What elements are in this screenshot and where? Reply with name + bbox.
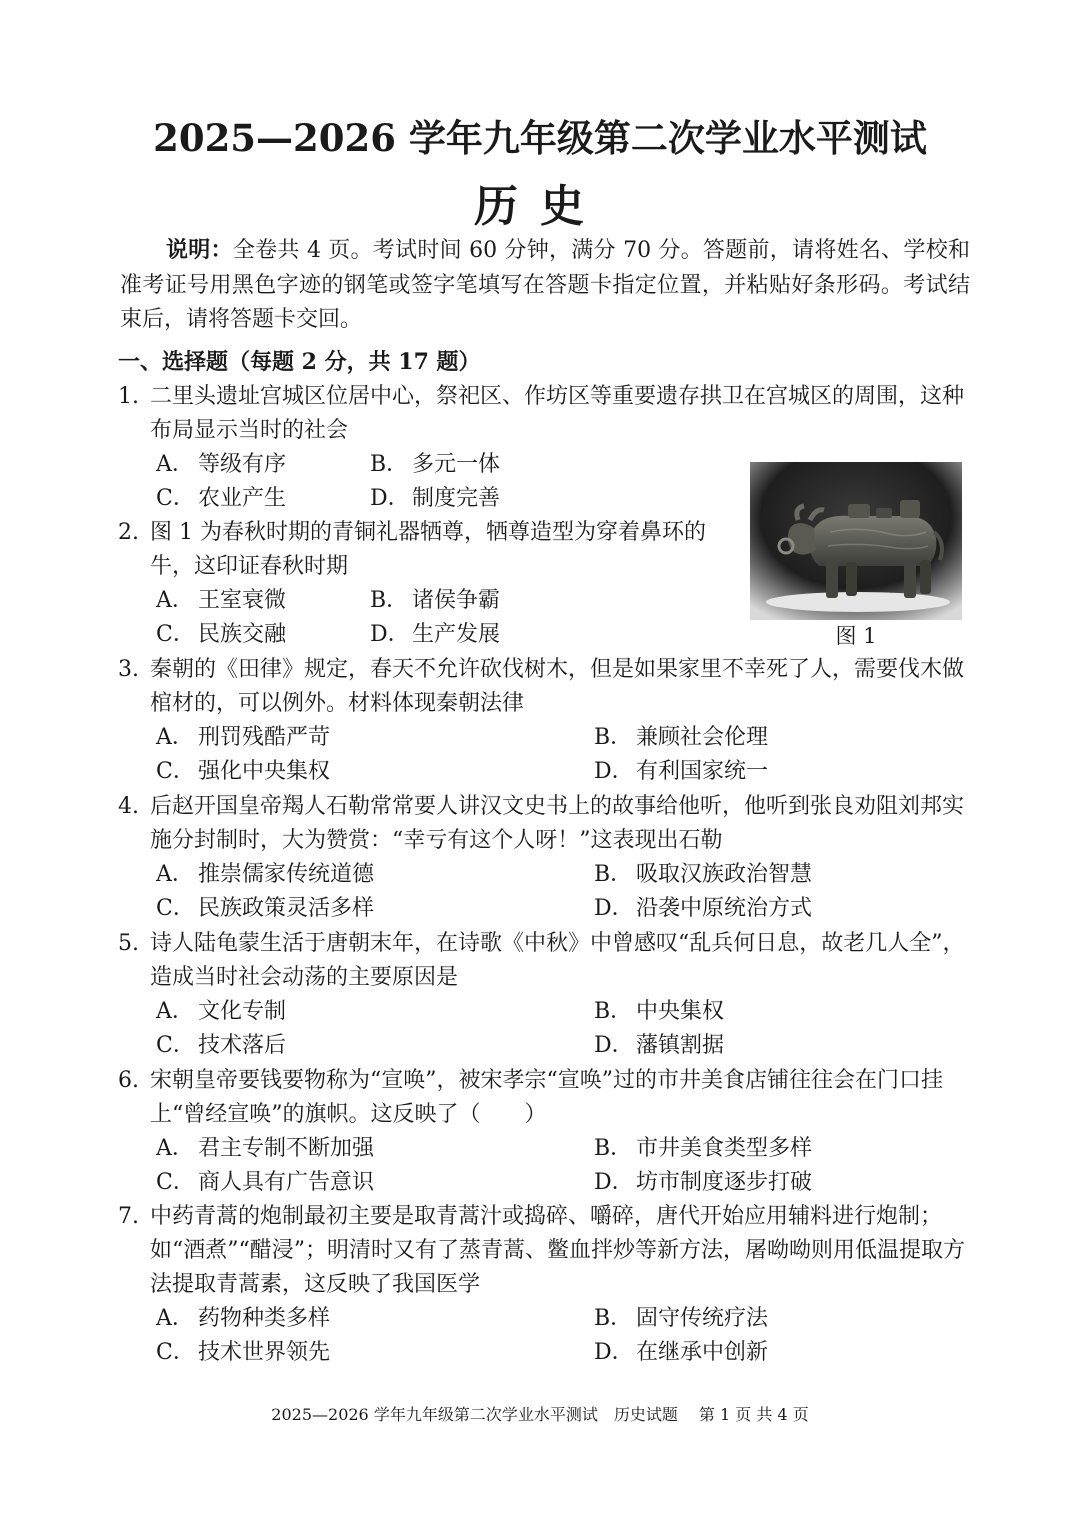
- question-stem: 二里头遗址宫城区位居中心，祭祀区、作坊区等重要遗存拱卫在宫城区的周围，这种布局显示当时的社会: [150, 384, 965, 443]
- question-stem: 秦朝的《田律》规定，春天不允许砍伐树木，但是如果家里不幸死了人，需要伐木做棺材的，可以例外。材料体现秦朝法律: [150, 657, 965, 716]
- option-a[interactable]: A． 王室衰微: [156, 588, 287, 613]
- question-stem: 诗人陆龟蒙生活于唐朝末年，在诗歌《中秋》中曾感叹“乱兵何日息，故老几人全”，造成当时社会动荡的主要原因是: [150, 931, 965, 990]
- question-stem: 中药青蒿的炮制最初主要是取青蒿汁或捣碎、嚼碎，唐代开始应用辅料进行炮制；如“酒煮”“醋浸”；明清时又有了蒸青蒿、鳖血拌炒等新方法，屠呦呦则用低温提取方法提取青蒿素，这反映了我国医学: [150, 1204, 965, 1297]
- question-number: 1.: [118, 384, 139, 409]
- option-a[interactable]: A． 药物种类多样: [156, 1306, 331, 1331]
- question-4: [118, 790, 968, 858]
- question-number: 6.: [118, 1068, 139, 1093]
- option-d[interactable]: D． 制度完善: [370, 486, 501, 511]
- question-stem: 后赵开国皇帝羯人石勒常常要人讲汉文史书上的故事给他听，他听到张良劝阻刘邦实施分封制时，大为赞赏：“幸亏有这个人呀！”这表现出石勒: [150, 794, 965, 853]
- option-b[interactable]: B． 诸侯争霸: [370, 588, 501, 613]
- question-6: [118, 1064, 968, 1132]
- option-b[interactable]: B． 中央集权: [594, 999, 725, 1024]
- option-c[interactable]: C． 商人具有广告意识: [156, 1170, 375, 1195]
- option-b[interactable]: B． 市井美食类型多样: [594, 1136, 813, 1161]
- option-b[interactable]: B． 兼顾社会伦理: [594, 725, 769, 750]
- options-4: [156, 858, 812, 926]
- option-c[interactable]: C． 强化中央集权: [156, 759, 331, 784]
- question-stem: 宋朝皇帝要钱要物称为“宣唤”，被宋孝宗“宣唤”过的市井美食店铺往往会在门口挂上“曾经宣唤”的旗帜。这反映了（ ）: [150, 1068, 943, 1127]
- option-d[interactable]: D． 有利国家统一: [594, 759, 769, 784]
- figure-caption: 图 1: [835, 624, 877, 648]
- option-c[interactable]: C． 技术落后: [156, 1033, 287, 1058]
- option-d[interactable]: D． 在继承中创新: [594, 1340, 769, 1365]
- option-b[interactable]: B． 多元一体: [370, 452, 501, 477]
- option-c[interactable]: C． 技术世界领先: [156, 1340, 331, 1365]
- section-title: 一、选择题（每题 2 分，共 17 题）: [118, 349, 481, 375]
- question-1: [118, 380, 968, 448]
- option-b[interactable]: B． 吸取汉族政治智慧: [594, 862, 813, 887]
- question-number: 4.: [118, 794, 139, 819]
- options-2: [156, 584, 500, 652]
- question-3: [118, 653, 968, 721]
- option-d[interactable]: D． 生产发展: [370, 622, 501, 647]
- options-6: [156, 1132, 812, 1200]
- question-stem: 图 1 为春秋时期的青铜礼器牺尊，牺尊造型为穿着鼻环的牛，这印证春秋时期: [150, 520, 706, 579]
- question-number: 2.: [118, 520, 139, 545]
- option-c[interactable]: C． 民族政策灵活多样: [156, 896, 375, 921]
- option-c[interactable]: C． 农业产生: [156, 486, 287, 511]
- options-7: [156, 1302, 768, 1370]
- options-1: [156, 448, 500, 516]
- question-number: 7.: [118, 1204, 139, 1229]
- exam-title: 2025—2026 学年九年级第二次学业水平测试: [153, 116, 927, 160]
- option-d[interactable]: D． 坊市制度逐步打破: [594, 1170, 813, 1195]
- instructions-label: 说明：: [166, 237, 233, 263]
- option-a[interactable]: A． 刑罚残酷严苛: [156, 725, 331, 750]
- option-a[interactable]: A． 文化专制: [156, 999, 287, 1024]
- question-number: 3.: [118, 657, 139, 682]
- question-2: [118, 516, 728, 584]
- question-number: 5.: [118, 931, 139, 956]
- bronze-ox-vessel-image: [750, 462, 962, 620]
- option-a[interactable]: A． 等级有序: [156, 452, 287, 477]
- option-d[interactable]: D． 沿袭中原统治方式: [594, 896, 813, 921]
- subject-title: 历史: [474, 181, 606, 232]
- instructions: [120, 233, 970, 338]
- options-5: [156, 995, 724, 1063]
- instructions-text: 全卷共 4 页。考试时间 60 分钟，满分 70 分。答题前，请将姓名、学校和准考证号用黑色字迹的钢笔或签字笔填写在答题卡指定位置，并粘贴好条形码。考试结束后，请将答题卡交回。: [120, 238, 970, 332]
- option-c[interactable]: C． 民族交融: [156, 622, 287, 647]
- option-a[interactable]: A． 推崇儒家传统道德: [156, 862, 375, 887]
- option-d[interactable]: D． 藩镇割据: [594, 1033, 725, 1058]
- option-a[interactable]: A． 君主专制不断加强: [156, 1136, 375, 1161]
- page-footer: 2025—2026 学年九年级第二次学业水平测试 历史试题 第 1 页 共 4 页: [271, 1405, 809, 1424]
- option-b[interactable]: B． 固守传统疗法: [594, 1306, 769, 1331]
- question-7: [118, 1200, 968, 1302]
- question-5: [118, 927, 968, 995]
- options-3: [156, 721, 768, 789]
